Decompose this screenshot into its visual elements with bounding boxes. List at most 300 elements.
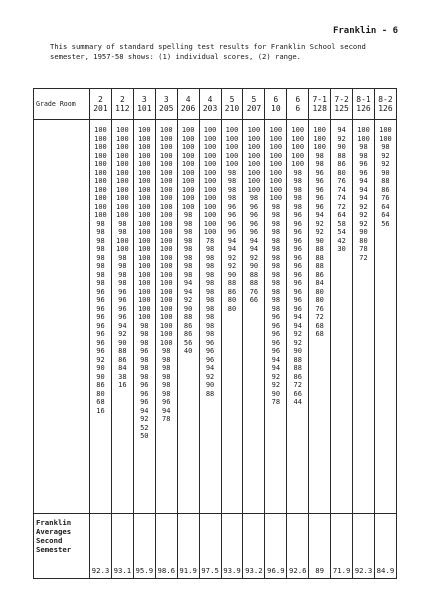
score-value: 94 <box>271 355 281 364</box>
score-value: 98 <box>315 160 324 168</box>
score-value: 88 <box>337 151 346 160</box>
score-value: 100 <box>137 236 151 245</box>
column-average: 92.3 <box>353 514 375 579</box>
averages-row <box>34 514 397 579</box>
score-value: 92 <box>315 219 324 228</box>
score-value: 100 <box>313 126 326 134</box>
score-value: 92 <box>271 372 281 381</box>
score-value: 58 <box>337 219 346 228</box>
column-average: 93.9 <box>221 514 243 579</box>
score-value: 100 <box>116 143 129 151</box>
score-value: 16 <box>96 406 105 415</box>
score-value: 96 <box>96 313 105 321</box>
score-value: 100 <box>137 228 151 236</box>
score-value: 96 <box>293 296 302 304</box>
score-value: 100 <box>379 134 392 143</box>
score-value: 94 <box>183 287 193 296</box>
column-scores <box>133 120 155 514</box>
score-value: 100 <box>137 160 151 168</box>
score-value: 98 <box>183 270 193 279</box>
score-value: 100 <box>137 194 151 202</box>
score-value: 96 <box>140 398 149 406</box>
score-value: 96 <box>293 279 302 287</box>
score-value: 98 <box>293 185 302 194</box>
score-value: 100 <box>181 177 195 185</box>
score-value: 88 <box>249 279 259 287</box>
score-value: 98 <box>271 202 281 211</box>
score-value: 98 <box>205 304 215 313</box>
score-value: 64 <box>381 202 390 211</box>
score-value: 100 <box>137 279 151 287</box>
score-value: 96 <box>293 236 302 245</box>
score-value: 100 <box>137 202 151 211</box>
column-grade: 3 <box>141 95 147 104</box>
score-value: 98 <box>271 219 281 228</box>
score-value: 98 <box>183 245 193 253</box>
score-value: 98 <box>359 151 368 160</box>
score-value: 100 <box>181 194 195 202</box>
score-value: 100 <box>203 143 217 151</box>
column-scores <box>90 120 112 514</box>
score-value: 100 <box>203 151 217 160</box>
score-value: 100 <box>94 177 107 185</box>
score-value: 92 <box>337 134 346 143</box>
column-header <box>133 89 155 120</box>
score-value: 100 <box>137 126 151 134</box>
score-value: 100 <box>203 202 217 211</box>
score-value: 84 <box>118 364 127 372</box>
column-grade: 8-1 <box>356 95 371 104</box>
score-value: 98 <box>271 211 281 219</box>
score-value: 98 <box>249 194 259 202</box>
score-value: 98 <box>227 194 237 202</box>
score-value: 100 <box>269 134 283 143</box>
column-room: 126 <box>378 104 393 113</box>
score-value: 94 <box>227 245 237 253</box>
score-value: 98 <box>96 228 105 236</box>
score-value: 100 <box>159 253 173 262</box>
score-value: 100 <box>291 134 305 143</box>
score-value: 98 <box>271 296 281 304</box>
score-value: 88 <box>205 389 215 398</box>
score-value: 100 <box>269 143 283 151</box>
score-list <box>353 120 374 262</box>
score-value: 100 <box>137 245 151 253</box>
score-value: 40 <box>183 347 193 355</box>
score-value: 98 <box>271 279 281 287</box>
column-grade: 5 <box>229 95 235 104</box>
score-value: 96 <box>359 168 368 177</box>
score-value: 100 <box>94 185 107 194</box>
score-value: 100 <box>203 219 217 228</box>
score-value: 100 <box>269 194 283 202</box>
score-value: 38 <box>118 372 127 381</box>
score-value: 56 <box>381 219 390 228</box>
score-list <box>375 120 396 228</box>
score-value: 100 <box>137 185 151 194</box>
score-value: 96 <box>162 398 171 406</box>
score-value: 100 <box>116 185 129 194</box>
score-value: 100 <box>159 202 173 211</box>
score-value: 98 <box>293 177 302 185</box>
column-room: 210 <box>224 104 240 113</box>
score-value: 100 <box>159 151 173 160</box>
score-value: 100 <box>225 126 239 134</box>
column-header <box>90 89 112 120</box>
score-value: 68 <box>96 398 105 406</box>
score-value: 96 <box>227 219 237 228</box>
score-value: 92 <box>359 202 368 211</box>
column-average: 93.1 <box>111 514 133 579</box>
score-value: 100 <box>291 151 305 160</box>
score-value: 100 <box>225 160 239 168</box>
score-value: 94 <box>271 364 281 372</box>
score-value: 100 <box>116 134 129 143</box>
score-value: 100 <box>137 168 151 177</box>
column-grade: 7-1 <box>312 95 327 104</box>
column-grade: 2 <box>119 95 125 104</box>
score-value: 100 <box>181 202 195 211</box>
score-value: 100 <box>116 245 129 253</box>
score-value: 90 <box>96 364 105 372</box>
score-value: 96 <box>293 228 302 236</box>
column-header <box>374 89 396 120</box>
score-value: 78 <box>205 236 215 245</box>
score-value: 92 <box>118 330 127 338</box>
score-value: 100 <box>247 143 261 151</box>
score-value: 90 <box>118 338 127 347</box>
column-room: 206 <box>180 104 196 113</box>
column-average: 71.9 <box>331 514 353 579</box>
score-value: 86 <box>183 330 193 338</box>
column-room: 128 <box>312 104 327 113</box>
score-value: 100 <box>116 160 129 168</box>
score-value: 100 <box>159 160 173 168</box>
score-value: 100 <box>94 202 107 211</box>
score-value: 96 <box>249 228 259 236</box>
score-value: 68 <box>315 330 324 338</box>
score-value: 54 <box>337 228 346 236</box>
score-value: 88 <box>315 262 324 270</box>
score-value: 100 <box>137 304 151 313</box>
score-value: 92 <box>381 160 390 168</box>
score-value: 100 <box>181 126 195 134</box>
score-value: 100 <box>159 296 173 304</box>
score-value: 96 <box>293 287 302 296</box>
score-value: 94 <box>293 321 302 330</box>
score-value: 100 <box>159 338 173 347</box>
score-value: 94 <box>359 194 368 202</box>
score-value: 52 <box>140 423 149 432</box>
column-grade: 4 <box>185 95 191 104</box>
score-value: 98 <box>162 355 171 364</box>
score-value: 98 <box>140 355 149 364</box>
score-value: 98 <box>271 236 281 245</box>
score-value: 96 <box>96 338 105 347</box>
score-value: 98 <box>183 228 193 236</box>
column-grade: 7-2 <box>334 95 349 104</box>
score-value: 98 <box>162 372 171 381</box>
score-value: 92 <box>227 262 237 270</box>
score-value: 100 <box>94 143 107 151</box>
score-value: 98 <box>96 219 105 228</box>
score-value: 84 <box>315 279 324 287</box>
score-value: 100 <box>203 211 217 219</box>
score-value: 100 <box>269 160 283 168</box>
score-value: 98 <box>271 245 281 253</box>
score-value: 96 <box>118 304 127 313</box>
column-header <box>243 89 265 120</box>
score-value: 96 <box>293 245 302 253</box>
column-scores <box>221 120 243 514</box>
score-value: 88 <box>227 279 237 287</box>
score-value: 100 <box>203 177 217 185</box>
score-value: 88 <box>293 364 302 372</box>
score-value: 96 <box>118 313 127 321</box>
score-value: 50 <box>140 432 149 440</box>
score-value: 96 <box>315 168 324 177</box>
score-value: 100 <box>247 168 261 177</box>
score-value: 90 <box>227 270 237 279</box>
score-value: 86 <box>381 185 390 194</box>
score-value: 96 <box>293 253 302 262</box>
score-value: 100 <box>159 270 173 279</box>
column-room: 203 <box>202 104 218 113</box>
score-value: 100 <box>137 211 151 219</box>
score-value: 74 <box>337 194 346 202</box>
score-value: 100 <box>94 134 107 143</box>
score-value: 98 <box>381 143 390 151</box>
score-value: 90 <box>205 381 215 389</box>
score-value: 98 <box>140 330 149 338</box>
column-average: 97.5 <box>199 514 221 579</box>
column-room: 101 <box>137 104 152 113</box>
score-value: 96 <box>227 202 237 211</box>
score-value: 98 <box>96 279 105 287</box>
score-value: 100 <box>159 236 173 245</box>
score-value: 90 <box>271 389 281 398</box>
score-value: 90 <box>293 347 302 355</box>
spelling-results-table <box>33 88 397 579</box>
score-value: 100 <box>159 143 173 151</box>
column-average: 92.3 <box>90 514 112 579</box>
score-value: 100 <box>203 228 217 236</box>
score-value: 80 <box>315 296 324 304</box>
score-value: 98 <box>162 364 171 372</box>
column-scores <box>155 120 177 514</box>
score-value: 42 <box>337 236 346 245</box>
column-header <box>287 89 309 120</box>
score-value: 100 <box>94 211 107 219</box>
score-value: 100 <box>137 253 151 262</box>
score-value: 98 <box>205 279 215 287</box>
score-value: 100 <box>269 168 283 177</box>
score-value: 100 <box>159 211 173 219</box>
score-value: 100 <box>313 143 326 151</box>
score-value: 100 <box>247 160 261 168</box>
column-scores <box>265 120 287 514</box>
score-value: 100 <box>269 151 283 160</box>
score-value: 98 <box>118 219 127 228</box>
column-scores <box>287 120 309 514</box>
score-value: 100 <box>269 126 283 134</box>
score-value: 78 <box>271 398 281 406</box>
score-value: 96 <box>227 228 237 236</box>
score-value: 90 <box>315 236 324 245</box>
score-value: 98 <box>205 245 215 253</box>
score-value: 88 <box>315 245 324 253</box>
score-value: 86 <box>315 270 324 279</box>
score-value: 98 <box>205 270 215 279</box>
score-value: 98 <box>183 236 193 245</box>
score-value: 100 <box>137 177 151 185</box>
column-average: 95.9 <box>133 514 155 579</box>
column-room: 126 <box>356 104 371 113</box>
score-value: 100 <box>181 185 195 194</box>
score-value: 96 <box>293 304 302 313</box>
score-value: 80 <box>315 287 324 296</box>
score-value: 92 <box>359 211 368 219</box>
score-value: 94 <box>359 177 368 185</box>
column-scores <box>374 120 396 514</box>
column-header <box>155 89 177 120</box>
score-value: 72 <box>337 202 346 211</box>
score-value: 100 <box>137 134 151 143</box>
score-value: 96 <box>205 355 215 364</box>
score-value: 98 <box>118 270 127 279</box>
score-value: 100 <box>225 151 239 160</box>
score-value: 100 <box>137 219 151 228</box>
score-value: 86 <box>118 355 127 364</box>
score-value: 92 <box>205 372 215 381</box>
score-value: 98 <box>162 381 171 389</box>
score-value: 100 <box>159 228 173 236</box>
score-value: 100 <box>137 262 151 270</box>
score-value: 100 <box>116 202 129 211</box>
score-value: 100 <box>159 262 173 270</box>
scores-row <box>34 120 397 514</box>
score-value: 98 <box>205 313 215 321</box>
score-value: 94 <box>140 406 149 415</box>
score-list <box>243 120 264 305</box>
score-value: 98 <box>96 245 105 253</box>
score-value: 98 <box>140 321 149 330</box>
score-value: 100 <box>357 134 370 143</box>
score-value: 92 <box>140 415 149 423</box>
score-value: 100 <box>159 177 173 185</box>
score-value: 96 <box>205 347 215 355</box>
score-value: 92 <box>183 296 193 304</box>
score-value: 100 <box>159 279 173 287</box>
score-value: 68 <box>315 321 324 330</box>
column-header <box>111 89 133 120</box>
column-room: 207 <box>246 104 262 113</box>
grade-room-header-row <box>34 89 397 120</box>
score-value: 98 <box>96 236 105 245</box>
score-value: 100 <box>181 168 195 177</box>
score-value: 100 <box>137 313 151 321</box>
score-value: 64 <box>381 211 390 219</box>
score-value: 74 <box>337 185 346 194</box>
score-value: 78 <box>162 415 171 423</box>
score-value: 88 <box>381 177 390 185</box>
score-value: 72 <box>359 253 368 262</box>
score-value: 100 <box>181 160 195 168</box>
column-scores <box>111 120 133 514</box>
score-value: 80 <box>337 168 346 177</box>
score-value: 98 <box>162 389 171 398</box>
score-value: 94 <box>162 406 171 415</box>
score-value: 94 <box>293 313 302 321</box>
score-value: 100 <box>269 177 283 185</box>
score-list <box>200 120 221 398</box>
score-value: 96 <box>96 296 105 304</box>
score-value: 98 <box>183 211 193 219</box>
score-value: 76 <box>249 287 259 296</box>
score-value: 98 <box>271 262 281 270</box>
score-value: 100 <box>291 143 305 151</box>
score-value: 98 <box>140 364 149 372</box>
column-room: 205 <box>159 104 174 113</box>
score-value: 96 <box>271 330 281 338</box>
score-value: 56 <box>183 338 193 347</box>
score-value: 90 <box>337 143 346 151</box>
score-value: 98 <box>118 279 127 287</box>
score-list <box>178 120 199 356</box>
score-value: 90 <box>183 304 193 313</box>
score-list <box>331 120 352 254</box>
score-value: 92 <box>293 330 302 338</box>
score-value: 92 <box>249 253 259 262</box>
score-value: 88 <box>183 313 193 321</box>
score-value: 98 <box>271 304 281 313</box>
score-value: 100 <box>159 219 173 228</box>
score-value: 80 <box>227 296 237 304</box>
column-scores <box>243 120 265 514</box>
score-value: 76 <box>381 194 390 202</box>
score-value: 98 <box>140 338 149 347</box>
score-value: 66 <box>249 296 259 304</box>
score-value: 98 <box>183 219 193 228</box>
score-value: 100 <box>225 134 239 143</box>
column-grade: 6 <box>295 95 301 104</box>
score-value: 100 <box>313 134 326 143</box>
score-value: 100 <box>291 126 305 134</box>
score-value: 92 <box>381 151 390 160</box>
score-value: 100 <box>159 321 173 330</box>
score-value: 100 <box>116 236 129 245</box>
score-value: 96 <box>205 338 215 347</box>
score-value: 100 <box>159 134 173 143</box>
score-value: 98 <box>118 262 127 270</box>
column-header <box>177 89 199 120</box>
score-value: 100 <box>159 194 173 202</box>
score-value: 98 <box>96 270 105 279</box>
score-value: 100 <box>159 313 173 321</box>
score-list <box>112 120 133 390</box>
score-value: 96 <box>96 321 105 330</box>
score-list <box>134 120 155 441</box>
score-value: 100 <box>159 168 173 177</box>
score-value: 96 <box>96 304 105 313</box>
score-value: 86 <box>183 321 193 330</box>
score-value: 76 <box>315 304 324 313</box>
score-value: 92 <box>271 381 281 389</box>
score-value: 94 <box>249 236 259 245</box>
score-value: 100 <box>379 126 392 134</box>
score-value: 80 <box>359 236 368 245</box>
score-list <box>287 120 308 407</box>
